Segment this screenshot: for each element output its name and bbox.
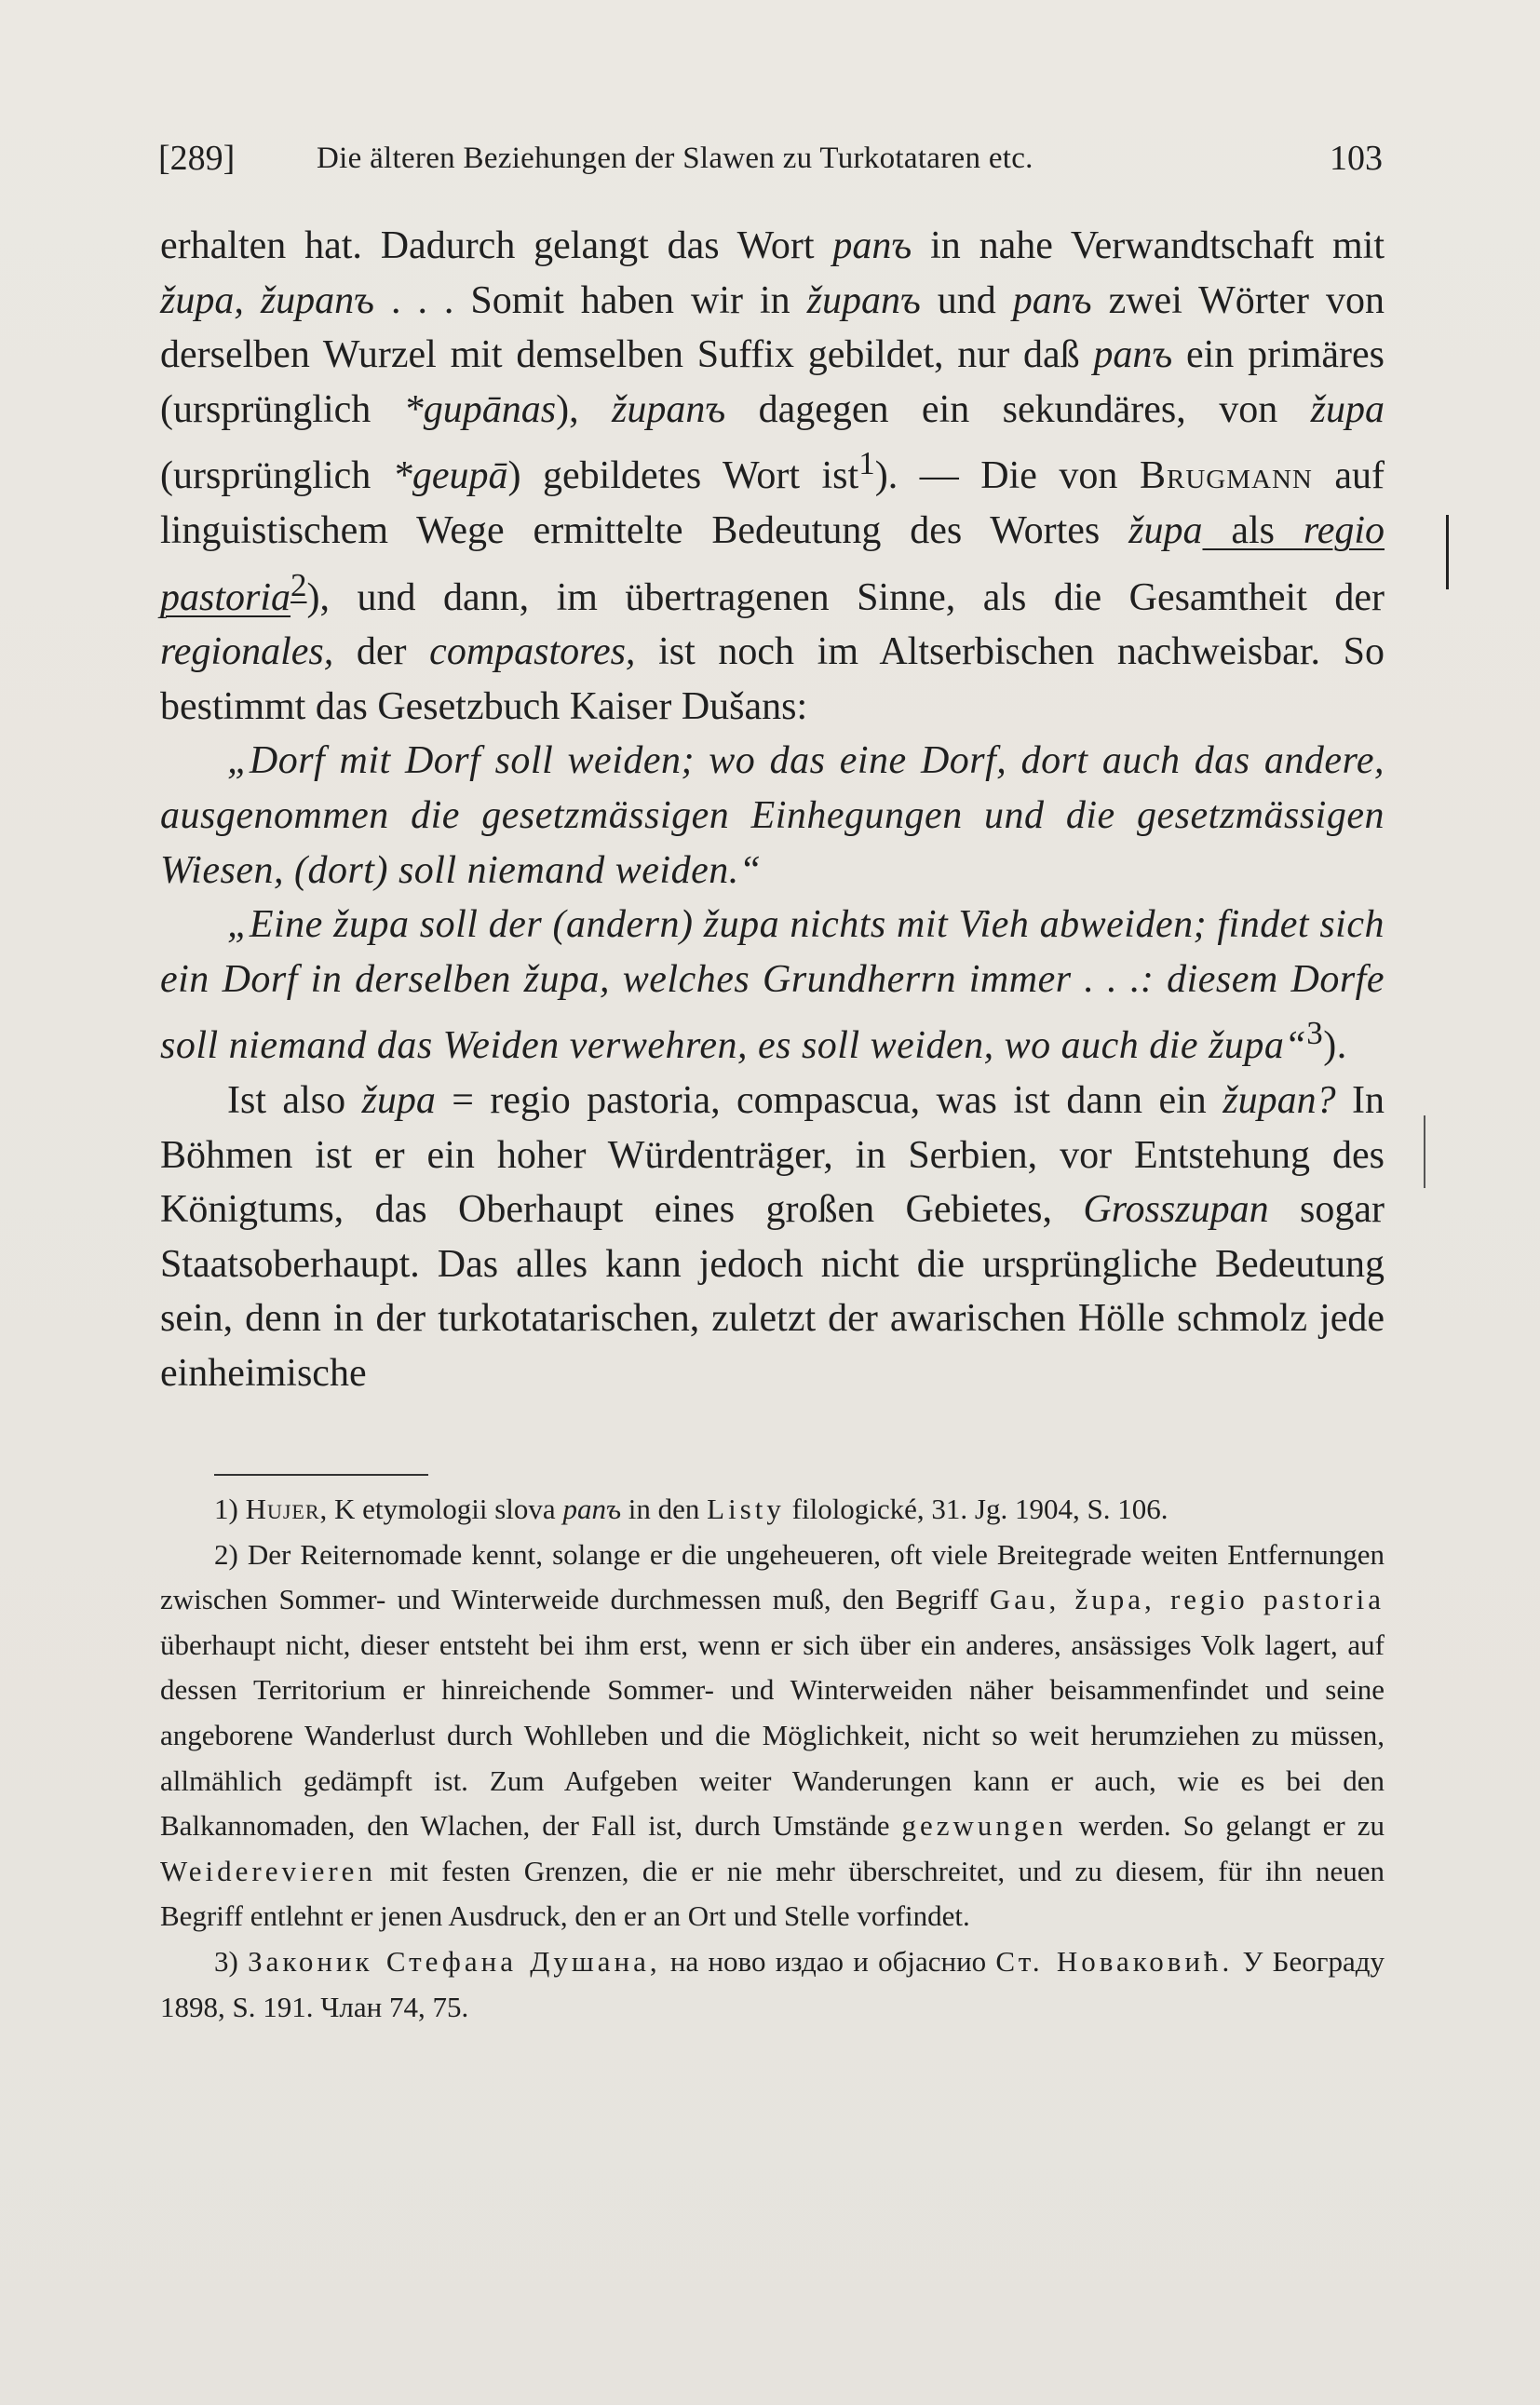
underlined-italic-term: regio pastoria [160,508,1385,619]
quotation-1: „Dorf mit Dorf soll weiden; wo das eine Dorf, dort auch das andere, ausgenommen die gesetzmässigen Einhegungen und die gesetzmässigen Wiesen, (dort) soll niemand weiden.“ [160,739,1385,892]
paragraph-2 [160,1074,1385,1401]
text-run: ein primäres (ursprünglich [160,333,1385,431]
italic-term: župan? [1223,1078,1336,1122]
paragraph-1 [160,219,1385,734]
italic-term: župa [1310,387,1385,431]
footnotes [160,1487,1385,2030]
text-run: (ursprünglich [160,454,393,498]
text-run: sogar Staatsoberhaupt. Das alles kann jedoch nicht die ursprüngliche Bedeutung sein, denn in der turkotatarischen, zuletzt der awarischen Hölle schmolz jede einheimische [160,1188,1385,1395]
margin-pencil-mark [1424,1115,1425,1188]
footnote-ref: 3 [1306,1015,1324,1052]
text-run: У Београду 1898, S. 191. Члан 74, 75. [160,1944,1385,2023]
italic-term: *gupānas [403,387,557,431]
page-number: 103 [1330,139,1383,178]
footnote-ref: 2 [290,566,307,603]
italic-term: župa [361,1078,436,1122]
text-run: mit festen Grenzen, die er nie mehr überschreitet, und zu diesem, für ihn neuen Begriff entlehnt er jenen Ausdruck, den er an Ort und Stelle vorfindet. [160,1854,1385,1933]
spaced-text: gezwungen [901,1809,1067,1843]
text-run: der [333,630,430,674]
text-run: zwei Wörter von derselben Wurzel mit demselben Suffix gebildet, nur daß [160,278,1385,377]
text-run: Ist also [227,1078,362,1122]
bracketed-page-number: [289] [158,139,236,178]
text-run: In Böhmen ist er ein hoher Würdenträger, in Serbien, vor Entstehung des Königtums, das Oberhaupt eines großen Gebietes, [160,1078,1385,1232]
footnote-ref: 1 [858,445,875,482]
text-run: 3) [214,1944,249,1978]
spaced-text: Gau, župa, regio pastoria [989,1583,1385,1616]
footnote-1 [160,1487,1385,1533]
italic-term: županъ [612,387,726,431]
italic-term: Grosszupan [1083,1188,1269,1232]
text-run: , K etymologii slova [319,1493,563,1525]
text-run: ), [556,387,612,431]
italic-term: panъ [832,224,912,267]
text-run: in nahe Verwandtschaft mit [912,224,1385,267]
text-run: = regio pastoria, compascua, was ist dann ein [435,1078,1223,1122]
footnote-2 [160,1533,1385,1939]
italic-term: panъ [1093,333,1173,377]
underlined-text: als [1202,508,1304,552]
spaced-text: Weiderevieren [160,1854,376,1887]
text-run: „Eine župa soll der (andern) župa nichts mit Vieh abweiden; findet sich ein Dorf in derselben župa, welches Grundherrn immer . . .: diesem Dorfe soll niemand das Weiden verwehren, es soll weiden, wo auch die župa“ [160,903,1385,1068]
italic-term: panъ [562,1493,622,1525]
text-run: на ново издао и објаснио [660,1944,996,1978]
italic-term: panъ [1012,278,1092,322]
text-run: und [920,278,1013,322]
italic-term: župa [1128,508,1203,552]
text-run: auf linguistischem Wege ermittelte Bedeutung des Wortes [160,454,1385,552]
footnote-separator [214,1474,428,1476]
text-run: erhalten hat. Dadurch gelangt das Wort [160,224,833,267]
text-run: filologické, 31. Jg. 1904, S. 106. [784,1493,1169,1525]
italic-term: compastores, [429,630,636,674]
italic-term: regionales, [160,630,334,674]
page-header [158,130,1383,186]
margin-pencil-mark [1446,515,1449,589]
text-run: ) gebildetes Wort ist [507,454,859,498]
italic-term: župa, županъ [160,278,374,322]
spaced-text: Законик Стефана Душана, [248,1944,661,1978]
text-run: werden. So gelangt er zu [1066,1809,1385,1843]
text-run: in den [621,1493,708,1525]
quotation-2 [160,898,1385,1074]
italic-term: županъ [806,278,921,322]
footnote-3 [160,1939,1385,2030]
author-name: Brugmann [1139,454,1313,498]
main-text [160,219,1385,1400]
running-title: Die älteren Beziehungen der Slawen zu Turkotataren etc. [317,142,1033,175]
spaced-text: Listy [707,1493,785,1525]
italic-term: *geupā [392,454,508,498]
text-run: . . . Somit haben wir in [373,278,807,322]
text-run: dagegen ein sekundäres, von [725,387,1311,431]
spaced-text: Ст. Новаковић. [995,1944,1234,1978]
text-run: ), und dann, im übertragenen Sinne, als die Gesamtheit der [306,575,1385,619]
text-run: überhaupt nicht, dieser entsteht bei ihm erst, wenn er sich über ein anderes, ansässiges Volk lagert, auf dessen Territorium er hinreichende Sommer- und Winterweiden näher beisammenfindet und seine angeborene Wanderlust durch Wohlleben und die Möglichkeit, nicht so weit herumziehen zu müssen, allmählich gedämpft ist. Zum Aufgeben weiter Wanderungen kann er auch, wie es bei den Balkannomaden, den Wlachen, der Fall ist, durch Umstände [160,1628,1385,1843]
text-run: ist noch im Altserbischen nachweisbar. So bestimmt das Gesetzbuch Kaiser Dušans: [160,630,1385,728]
author-name: Hujer [245,1493,320,1525]
text-run: 2) Der Reiternomade kennt, solange er die ungeheueren, oft viele Breitegrade weiten Entfernungen zwischen Sommer- und Winterweide durchmessen muß, den Begriff [160,1537,1385,1616]
text-run: 1) [214,1493,246,1525]
text-run: ). [1323,1024,1347,1068]
text-run: ). — Die von [874,454,1140,498]
